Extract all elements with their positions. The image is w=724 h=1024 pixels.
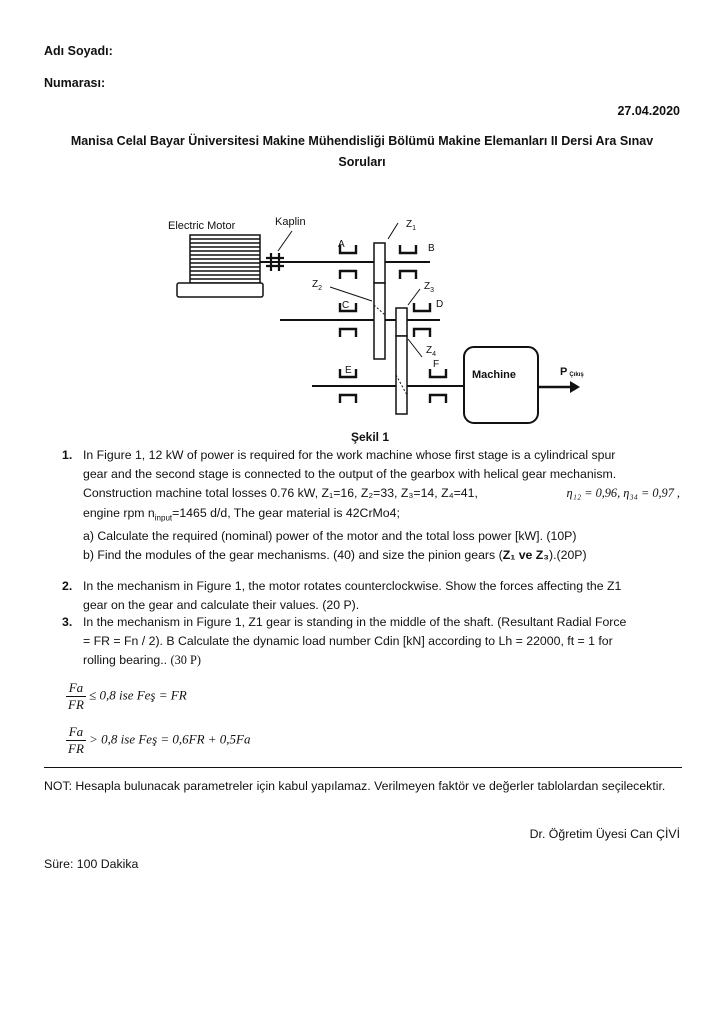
bearing-c-label: C: [342, 300, 350, 311]
bearing-e-label: E: [345, 365, 352, 376]
bearing-f-label: F: [433, 359, 440, 370]
q1-part-b-bold: Z₁ ve Z₃: [502, 548, 549, 563]
q2-line-1: In the mechanism in Figure 1, the motor rotates counterclockwise. Show the forces affecting the Z1: [83, 579, 622, 593]
formula-2: [66, 724, 251, 757]
formula-1-denominator: FR: [68, 697, 84, 712]
z3-label: $Z_3$: [424, 281, 435, 294]
q1-line-4-text: engine rpm n: [83, 505, 155, 520]
q1-eta-values: η₁₂ = 0,96, η₃₄ = 0,97 ,: [566, 486, 680, 501]
q3-line-1: In the mechanism in Figure 1, Z1 gear is standing in the middle of the shaft. (Resultant Radial Force: [83, 615, 627, 629]
q1-line-4: [83, 504, 680, 528]
q1-line-1: In Figure 1, 12 kW of power is required for the work machine whose first stage is a cylindrical spur: [83, 448, 616, 462]
machine-box: [464, 347, 538, 423]
q1-line-3-text: Construction machine total losses 0.76 kW, Z₁=16, Z₂=33, Z₃=14, Z₄=41,: [83, 486, 478, 501]
formula-1-fraction: [66, 680, 86, 713]
q1-line-3: [83, 484, 680, 503]
formula-2-rest: > 0,8 ise Feş = 0,6FR + 0,5Fa: [89, 731, 251, 747]
exam-duration: Süre: 100 Dakika: [44, 857, 139, 871]
formula-2-denominator: FR: [68, 741, 84, 756]
question-1: [62, 446, 680, 566]
gear-z4: [396, 336, 407, 414]
title-line-2: Soruları: [338, 155, 386, 169]
formula-1-rest: ≤ 0,8 ise Feş = FR: [89, 687, 187, 703]
z1-label: $Z_1$: [406, 219, 417, 232]
bearing-d-label: D: [436, 299, 444, 310]
q3-line-3: [83, 651, 680, 670]
gear-z1: [374, 243, 385, 283]
q1-part-b-start: b) Find the modules of the gear mechanisms. (40) and size the pinion gears (: [83, 548, 503, 563]
question-3-number: 3.: [62, 615, 73, 629]
q1-part-a: a) Calculate the required (nominal) power of the motor and the total loss power [kW]. (10P): [83, 529, 577, 544]
formula-1: [66, 680, 187, 713]
p-output-label: P Çıkış: [560, 366, 584, 378]
q1-line-4-rest: =1465 d/d, The gear material is 42CrMo4;: [172, 505, 400, 520]
machine-label: Machine: [472, 369, 517, 381]
footer-note: NOT: Hesapla bulunacak parametreler için kabul yapılamaz. Verilmeyen faktör ve değerler tablolardan seçilecektir.: [44, 779, 666, 793]
gearbox-figure: [150, 205, 590, 447]
q1-line-2: gear and the second stage is connected to the output of the gearbox with helical gear mechanism.: [83, 467, 617, 482]
gear-z3: [396, 308, 407, 336]
question-2: [62, 577, 680, 615]
q3-line-2: = FR = Fn / 2). B Calculate the dynamic load number Cdin [kN] according to Lh = 22000, ft = 1 for: [83, 634, 613, 649]
question-1-number: 1.: [62, 448, 73, 462]
formula-2-fraction: [66, 724, 86, 757]
q1-input-subscript: input: [154, 513, 173, 523]
name-label: Adı Soyadı:: [44, 44, 113, 58]
figure-caption: Şekil 1: [350, 430, 390, 444]
z4-label: $Z_4$: [426, 345, 437, 358]
exam-title: [40, 131, 684, 173]
gear-z2: [374, 283, 385, 359]
q3-points: (30 P): [170, 653, 201, 668]
question-3: [62, 613, 680, 671]
q1-part-b-end: ).(20P): [549, 548, 587, 563]
q3-line-3-text: rolling bearing..: [83, 653, 168, 668]
formula-2-numerator: Fa: [66, 724, 86, 741]
signature: Dr. Öğretim Üyesi Can ÇİVİ: [529, 827, 680, 841]
q2-line-2: gear on the gear and calculate their values. (20 P).: [83, 598, 360, 613]
q1-part-b: [83, 546, 680, 565]
title-line-1: Manisa Celal Bayar Üniversitesi Makine Mühendisliği Bölümü Makine Elemanları II Dersi Ara Sınav: [70, 134, 654, 148]
exam-date: 27.04.2020: [617, 104, 680, 118]
divider: [44, 767, 682, 768]
bearing-a-label: A: [338, 239, 345, 250]
formula-1-numerator: Fa: [66, 680, 86, 697]
electric-motor-drawing: [177, 235, 263, 297]
electric-motor-label: Electric Motor: [168, 220, 236, 232]
kaplin-label: Kaplin: [275, 216, 306, 228]
bearing-b-label: B: [428, 243, 435, 254]
z2-label: $Z_2$: [312, 279, 323, 292]
number-label: Numarası:: [44, 76, 106, 90]
question-2-number: 2.: [62, 579, 73, 593]
